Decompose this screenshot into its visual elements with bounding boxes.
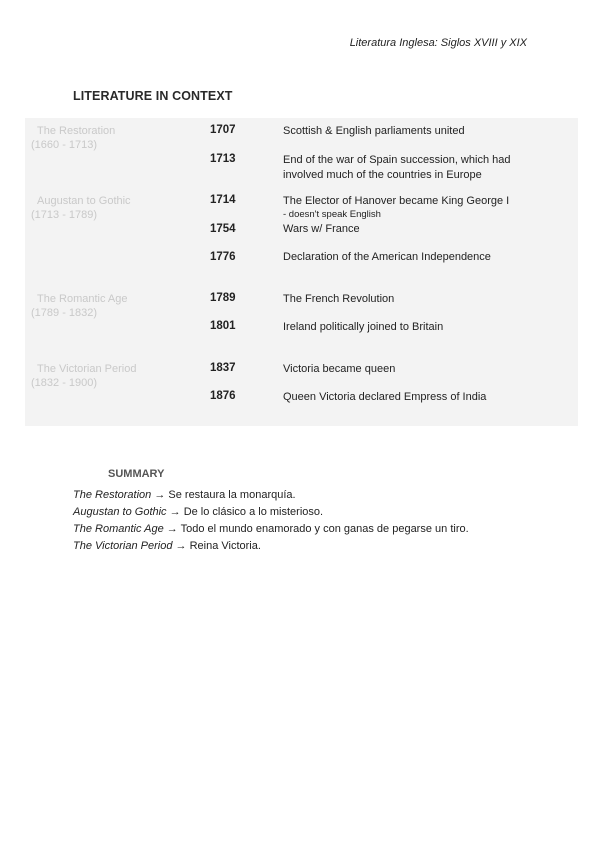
event-text: Declaration of the American Independence [283,251,491,263]
summary-term: The Restoration [73,489,152,501]
summary-description: Todo el mundo enamorado y con ganas de pegarse un tiro. [180,523,469,535]
era-name: The Victorian Period [37,363,137,375]
event-item [283,194,553,221]
arrow-icon: → [175,540,187,552]
summary-item [73,487,469,504]
summary-description: Reina Victoria. [189,540,261,552]
era-range: (1713 - 1789) [31,209,98,221]
event-text: Victoria became queen [283,363,396,375]
event-year: 1707 [210,124,236,136]
era-romantic [31,292,128,320]
event-year: 1876 [210,390,236,402]
event-year: 1776 [210,251,236,263]
event-note: - doesn't speak English [283,208,381,220]
section-title: LITERATURE IN CONTEXT [73,89,233,103]
timeline-table [25,118,578,426]
summary-term: The Victorian Period [73,540,173,552]
event-year: 1837 [210,362,236,374]
era-range: (1660 - 1713) [31,139,98,151]
summary-item [73,538,469,555]
event-text: The Elector of Hanover became King George I [283,195,510,207]
event-year: 1789 [210,292,236,304]
event-year: 1714 [210,194,236,206]
document-header: Literatura Inglesa: Siglos XVIII y XIX [349,37,527,49]
event-text: Ireland politically joined to Britain [283,321,444,333]
summary-list [73,487,469,555]
era-range: (1832 - 1900) [31,377,98,389]
event-year: 1801 [210,320,236,332]
era-victorian [31,362,136,390]
era-restoration [31,124,115,152]
summary-title: SUMMARY [108,468,165,480]
event-year: 1754 [210,223,236,235]
summary-term: The Romantic Age [73,523,164,535]
summary-item [73,521,469,538]
era-augustan [31,194,131,222]
era-name: Augustan to Gothic [37,195,131,207]
event-text: Queen Victoria declared Empress of India [283,391,487,403]
event-text: The French Revolution [283,293,395,305]
era-range: (1789 - 1832) [31,307,98,319]
event-text: Wars w/ France [283,223,360,235]
summary-term: Augustan to Gothic [73,506,167,518]
era-name: The Restoration [37,125,116,137]
arrow-icon: → [169,506,181,518]
era-name: The Romantic Age [37,293,128,305]
summary-description: Se restaura la monarquía. [168,489,296,501]
summary-description: De lo clásico a lo misterioso. [183,506,324,518]
summary-item [73,504,469,521]
event-text: Scottish & English parliaments united [283,125,465,137]
event-year: 1713 [210,153,236,165]
arrow-icon: → [166,523,178,535]
event-text: End of the war of Spain succession, which had involved much of the countries in Europe [283,154,511,181]
arrow-icon: → [154,489,166,501]
